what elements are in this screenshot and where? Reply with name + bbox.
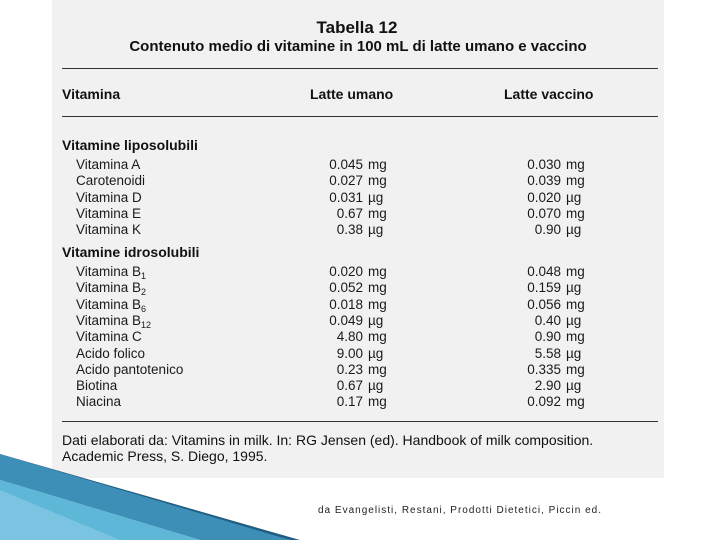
cow-unit: mg [566, 394, 585, 410]
human-unit: µg [368, 222, 384, 238]
cow-value: 0.90 [534, 222, 561, 238]
table-row [52, 206, 664, 222]
cow-unit: µg [566, 312, 582, 328]
human-value: 0.67 [336, 205, 363, 221]
cow-value: 5.58 [534, 345, 561, 361]
human-unit: mg [368, 329, 387, 345]
cow-value: 0.056 [527, 296, 561, 312]
source-line-1: Dati elaborati da: Vitamins in milk. In: RG Jensen (ed). Handbook of milk composition. [62, 432, 594, 448]
human-value: 4.80 [336, 329, 363, 345]
cow-unit: µg [566, 222, 582, 238]
vitamin-name: Vitamina K [76, 222, 142, 238]
vitamin-name: Acido pantotenico [76, 361, 184, 377]
human-unit: mg [368, 205, 387, 221]
human-unit: mg [368, 264, 387, 279]
cow-unit: mg [566, 264, 585, 279]
cow-value: 0.030 [527, 157, 561, 172]
cow-unit: mg [566, 205, 585, 221]
vitamin-subscript: 12 [141, 319, 152, 330]
vitamin-name: Vitamina $B_{12}$ [76, 312, 152, 330]
vitamin-subscript: 2 [141, 287, 147, 298]
human-unit: µg [368, 345, 384, 361]
table-row [52, 173, 664, 189]
human-value: 0.045 [329, 157, 363, 172]
human-unit: mg [368, 361, 387, 377]
vitamin-name: Vitamina A [76, 157, 141, 172]
section-heading-fat-soluble: Vitamine liposolubili [62, 137, 198, 153]
table-row [52, 222, 664, 238]
vitamin-subscript: 6 [141, 303, 147, 314]
cow-value: 0.90 [534, 329, 561, 345]
human-value: 0.052 [329, 280, 363, 296]
table-row [52, 362, 664, 378]
vitamin-name: Vitamina $B_6$ [76, 296, 147, 314]
table-row [52, 280, 664, 296]
cow-unit: mg [566, 329, 585, 345]
source-line-2: Academic Press, S. Diego, 1995. [62, 448, 268, 464]
cow-value: 0.092 [527, 394, 561, 410]
human-value: 0.031 [329, 189, 363, 205]
bottom-rule [62, 421, 658, 422]
human-unit: mg [368, 173, 387, 189]
table-row [52, 190, 664, 206]
human-unit: mg [368, 296, 387, 312]
vitamin-name: Carotenoidi [76, 173, 146, 189]
cow-unit: mg [566, 296, 585, 312]
vitamin-name: Niacina [76, 394, 122, 410]
scanned-table [52, 0, 664, 478]
human-unit: mg [368, 394, 387, 410]
human-value: 0.049 [329, 312, 363, 328]
vitamin-name: Vitamina $B_1$ [76, 264, 147, 281]
cow-value: 0.020 [527, 189, 561, 205]
vitamin-name: Acido folico [76, 345, 146, 361]
vitamin-name: Vitamina C [76, 329, 142, 345]
vitamin-subscript: 1 [141, 271, 147, 281]
corner-decoration [0, 450, 300, 540]
table-row [52, 346, 664, 362]
cow-unit: µg [566, 378, 582, 394]
table-row [52, 157, 664, 173]
table-number: Tabella 12 [316, 18, 398, 37]
cow-unit: mg [566, 157, 585, 172]
vitamin-name: Biotina [76, 378, 118, 394]
cow-unit: µg [566, 280, 582, 296]
table-row [52, 394, 664, 410]
top-rule [62, 68, 658, 69]
footer-credit: da Evangelisti, Restani, Prodotti Dietetici, Piccin ed. [318, 505, 602, 516]
human-value: 0.020 [329, 264, 363, 279]
human-unit: µg [368, 378, 384, 394]
human-value: 9.00 [336, 345, 363, 361]
cow-value: 0.039 [527, 173, 561, 189]
vitamin-name: Vitamina $B_2$ [76, 280, 147, 298]
table-row [52, 378, 664, 394]
section-heading-water-soluble: Vitamine idrosolubili [62, 244, 200, 260]
cow-value: 0.335 [527, 361, 561, 377]
cow-value: 0.40 [534, 312, 561, 328]
cow-unit: mg [566, 361, 585, 377]
human-unit: µg [368, 189, 384, 205]
human-value: 0.17 [336, 394, 363, 410]
table-title: Contenuto medio di vitamine in 100 mL di latte umano e vaccino [129, 38, 587, 55]
human-value: 0.018 [329, 296, 363, 312]
human-value: 0.027 [329, 173, 363, 189]
vitamin-name: Vitamina D [76, 189, 142, 205]
cow-value: 0.070 [527, 205, 561, 221]
human-value: 0.23 [336, 361, 363, 377]
vitamin-name: Vitamina E [76, 205, 142, 221]
human-value: 0.38 [336, 222, 363, 238]
human-unit: mg [368, 157, 387, 172]
human-unit: mg [368, 280, 387, 296]
cow-value: 2.90 [534, 378, 561, 394]
human-unit: µg [368, 312, 384, 328]
human-value: 0.67 [336, 378, 363, 394]
header-human-milk: Latte umano [310, 86, 394, 102]
table-row [52, 297, 664, 313]
cow-value: 0.048 [527, 264, 561, 279]
cow-unit: µg [566, 345, 582, 361]
cow-unit: mg [566, 173, 585, 189]
table-row [52, 264, 664, 280]
cow-value: 0.159 [527, 280, 561, 296]
header-rule [62, 116, 658, 117]
header-cow-milk: Latte vaccino [504, 86, 594, 102]
table-row [52, 329, 664, 345]
header-vitamin: Vitamina [62, 86, 121, 102]
cow-unit: µg [566, 189, 582, 205]
table-row [52, 313, 664, 329]
